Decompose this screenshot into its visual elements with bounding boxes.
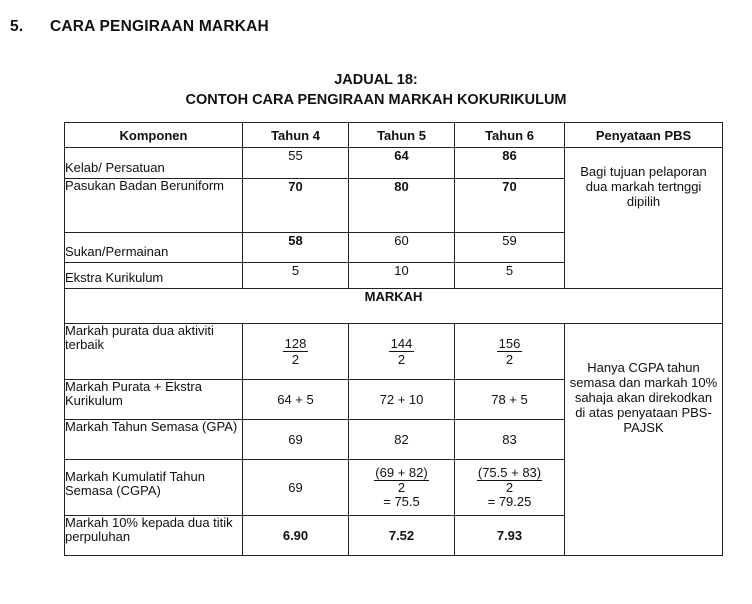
- cell-tahun-5: 60: [349, 233, 455, 263]
- cell-tahun-6: 86: [455, 148, 565, 179]
- cell-tahun-6: [455, 324, 565, 380]
- cell-tahun-5: 80: [349, 179, 455, 233]
- cell-tahun-6: 70: [455, 179, 565, 233]
- denominator: 2: [505, 480, 514, 495]
- header-tahun-5: Tahun 5: [349, 123, 455, 148]
- row-label: Markah purata dua aktiviti terbaik: [65, 324, 243, 380]
- cell-tahun-5: 7.52: [349, 516, 455, 556]
- cell-tahun-4: 6.90: [243, 516, 349, 556]
- upper-note: Bagi tujuan pelaporan dua markah tertnggi dipilih: [580, 164, 707, 209]
- numerator: 128: [284, 336, 307, 351]
- cgpa-calculation: [477, 466, 542, 509]
- fraction: [283, 336, 309, 367]
- row-label: Markah 10% kepada dua titik perpuluhan: [65, 516, 243, 556]
- table-row: [65, 324, 723, 380]
- section-title: CARA PENGIRAAN MARKAH: [50, 18, 269, 35]
- result: = 79.25: [487, 494, 532, 509]
- upper-note-cell: [565, 148, 723, 289]
- section-heading: [10, 18, 269, 36]
- numerator: 144: [390, 336, 413, 351]
- section-number: 5.: [10, 18, 24, 35]
- cell-tahun-6: 83: [455, 420, 565, 460]
- cell-tahun-6: 7.93: [455, 516, 565, 556]
- cell-tahun-5: [349, 460, 455, 516]
- table-caption-number: JADUAL 18:: [334, 72, 418, 88]
- cell-tahun-5: 82: [349, 420, 455, 460]
- cell-tahun-4: 69: [243, 420, 349, 460]
- header-row: [65, 123, 723, 148]
- cell-tahun-5: [349, 324, 455, 380]
- cell-tahun-4: 70: [243, 179, 349, 233]
- section-row: [65, 289, 723, 324]
- header-penyataan-pbs: Penyataan PBS: [565, 123, 723, 148]
- numerator: (75.5 + 83): [477, 465, 542, 480]
- row-label: Markah Kumulatif Tahun Semasa (CGPA): [65, 460, 243, 516]
- row-label: Markah Purata + Ekstra Kurikulum: [65, 380, 243, 420]
- denominator: 2: [291, 352, 300, 367]
- cell-tahun-4: 55: [243, 148, 349, 179]
- row-label: Pasukan Badan Beruniform: [65, 179, 243, 233]
- cell-tahun-5: 64: [349, 148, 455, 179]
- cell-tahun-4: 58: [243, 233, 349, 263]
- denominator: 2: [505, 352, 514, 367]
- fraction: [389, 336, 415, 367]
- denominator: 2: [397, 480, 406, 495]
- cell-tahun-5: 10: [349, 263, 455, 289]
- result: = 75.5: [383, 494, 420, 509]
- header-komponen: Komponen: [65, 123, 243, 148]
- lower-note-cell: [565, 324, 723, 556]
- cell-tahun-4: [243, 324, 349, 380]
- fraction: [497, 336, 523, 367]
- header-tahun-4: Tahun 4: [243, 123, 349, 148]
- cell-tahun-6: 59: [455, 233, 565, 263]
- header-tahun-6: Tahun 6: [455, 123, 565, 148]
- table-caption-title: CONTOH CARA PENGIRAAN MARKAH KOKURIKULUM: [185, 92, 567, 108]
- cell-tahun-4: 5: [243, 263, 349, 289]
- lower-note: Hanya CGPA tahun semasa dan markah 10% sahaja akan direkodkan di atas penyataan PBS-PAJSK: [569, 360, 718, 435]
- cell-tahun-6: 5: [455, 263, 565, 289]
- cell-tahun-6: 78 + 5: [455, 380, 565, 420]
- cgpa-calculation: [374, 466, 428, 509]
- table-row: [65, 148, 723, 179]
- row-label: Markah Tahun Semasa (GPA): [65, 420, 243, 460]
- row-label: Kelab/ Persatuan: [65, 148, 243, 179]
- cell-tahun-5: 72 + 10: [349, 380, 455, 420]
- cell-tahun-4: 64 + 5: [243, 380, 349, 420]
- denominator: 2: [397, 352, 406, 367]
- marks-table: [64, 122, 723, 556]
- section-markah: MARKAH: [65, 289, 723, 324]
- row-label: Sukan/Permainan: [65, 233, 243, 263]
- row-label: Ekstra Kurikulum: [65, 263, 243, 289]
- cell-tahun-6: [455, 460, 565, 516]
- numerator: 156: [498, 336, 521, 351]
- cell-tahun-4: 69: [243, 460, 349, 516]
- numerator: (69 + 82): [375, 465, 428, 480]
